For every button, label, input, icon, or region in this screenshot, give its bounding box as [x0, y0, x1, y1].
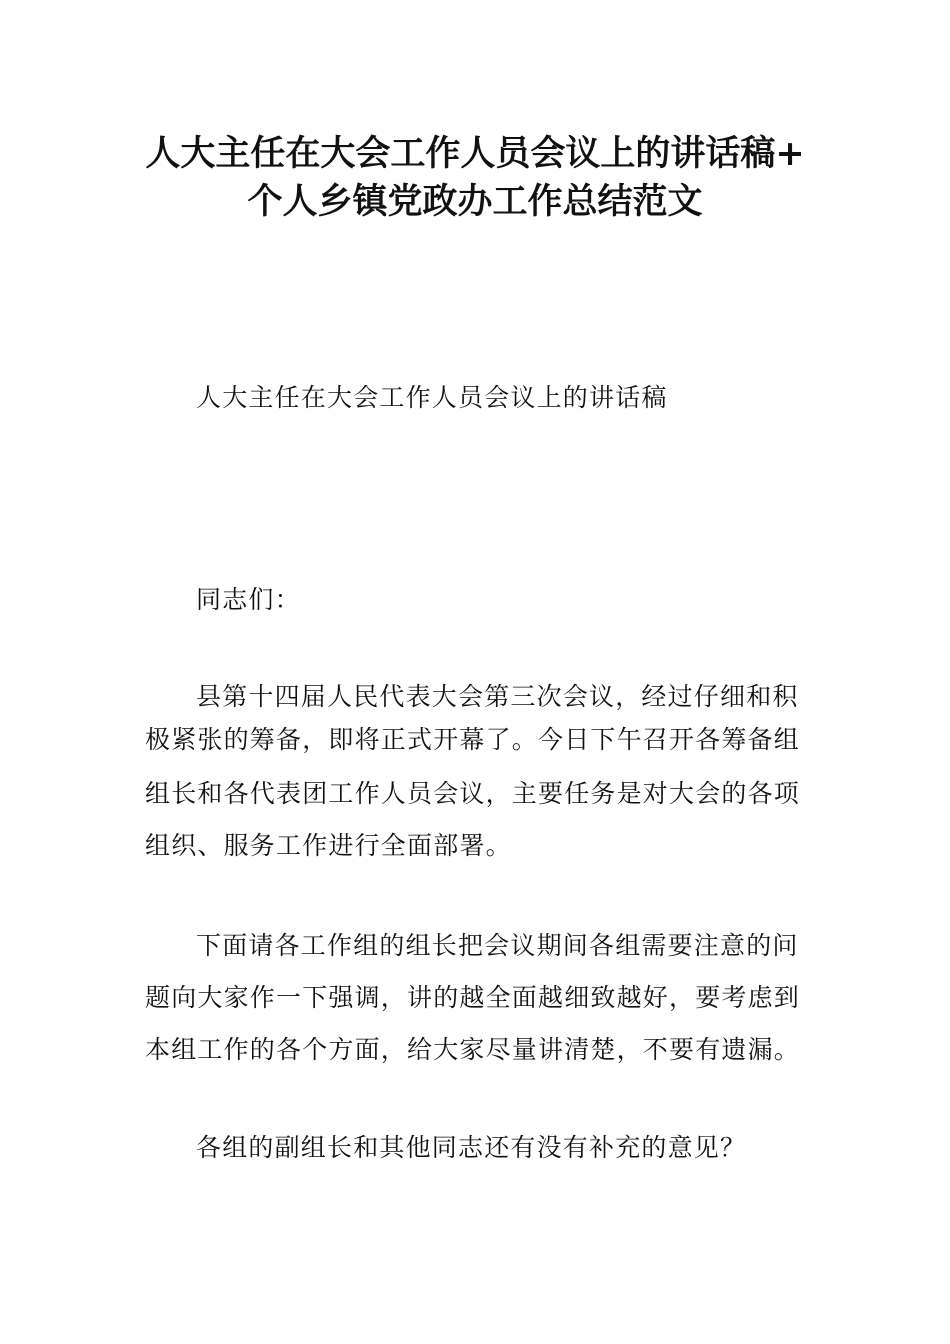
paragraph-line: 县第十四届人民代表大会第三次会议，经过仔细和积 — [196, 682, 799, 711]
paragraph-line: 下面请各工作组的组长把会议期间各组需要注意的问 — [196, 931, 799, 960]
speech-subtitle: 人大主任在大会工作人员会议上的讲话稿 — [196, 383, 668, 412]
paragraph-line: 各组的副组长和其他同志还有没有补充的意见？ — [196, 1133, 747, 1162]
paragraph-line: 本组工作的各个方面，给大家尽量讲清楚，不要有遗漏。 — [145, 1035, 801, 1064]
greeting: 同志们： — [196, 585, 301, 614]
paragraph-line: 组织、服务工作进行全面部署。 — [145, 831, 512, 860]
document-title-line-2: 个人乡镇党政办工作总结范文 — [247, 182, 703, 222]
paragraph-line: 组长和各代表团工作人员会议，主要任务是对大会的各项 — [145, 779, 801, 808]
paragraph-line: 极紧张的筹备，即将正式开幕了。今日下午召开各筹备组 — [145, 725, 801, 754]
paragraph-line: 题向大家作一下强调，讲的越全面越细致越好，要考虑到 — [145, 983, 801, 1012]
document-title-line-1: 人大主任在大会工作人员会议上的讲话稿+ — [145, 134, 805, 174]
